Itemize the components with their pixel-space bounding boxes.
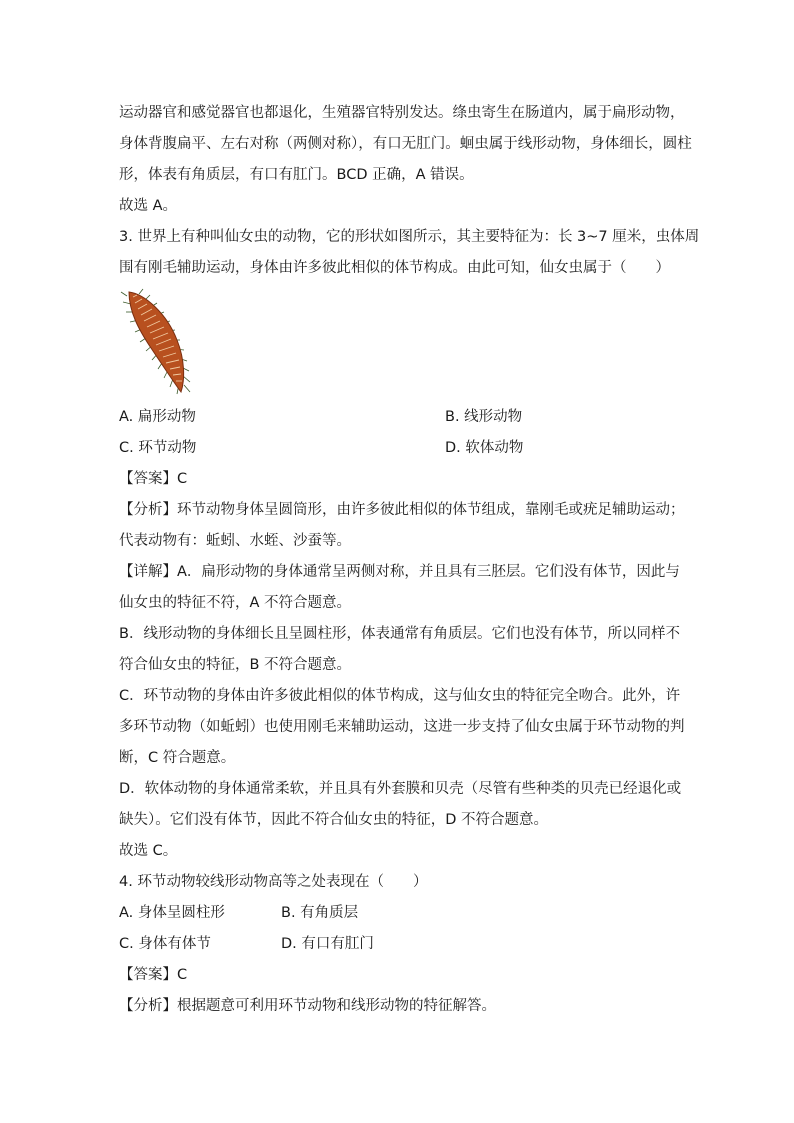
q3-option-c: C. 环节动物 — [119, 440, 197, 456]
document-page — [119, 98, 700, 1022]
q3-stem-line: 围有刚毛辅助运动，身体由许多彼此相似的体节构成。由此可知，仙女虫属于（ ） — [119, 260, 670, 276]
prev-explanation-line: 身体背腹扁平、左右对称（两侧对称），有口无肛门。蛔虫属于线形动物，身体细长，圆柱 — [119, 136, 692, 152]
q4-answer: 【答案】C — [119, 967, 188, 983]
q4-option-c: C. 身体有体节 — [119, 936, 211, 952]
q3-detail-line: 多环节动物（如蚯蚓）也使用刚毛来辅助运动，这进一步支持了仙女虫属于环节动物的判 — [119, 719, 685, 735]
q3-analysis-line: 【分析】环节动物身体呈圆筒形，由许多彼此相似的体节组成，靠刚毛或疣足辅助运动； — [119, 502, 685, 518]
q3-detail-line: 【详解】A．扁形动物的身体通常呈两侧对称，并且具有三胚层。它们没有体节，因此与 — [119, 564, 680, 580]
q4-option-b: B. 有角质层 — [281, 905, 359, 921]
q4-options-row — [119, 929, 679, 960]
q3-detail-line: 符合仙女虫的特征，B 不符合题意。 — [119, 657, 352, 673]
q3-analysis-line: 代表动物有：蚯蚓、水蛭、沙蚕等。 — [119, 533, 351, 549]
q3-options-row — [119, 402, 679, 433]
q3-detail-line: 断，C 符合题意。 — [119, 750, 236, 766]
q3-detail-line: C．环节动物的身体由许多彼此相似的体节构成，这与仙女虫的特征完全吻合。此外，许 — [119, 688, 681, 704]
prev-conclusion: 故选 A。 — [119, 198, 178, 214]
q4-option-d: D. 有口有肛门 — [281, 936, 374, 952]
q3-detail-line: D．软体动物的身体通常柔软，并且具有外套膜和贝壳（尽管有些种类的贝壳已经退化或 — [119, 781, 682, 797]
prev-explanation-line: 运动器官和感觉器官也都退化，生殖器官特别发达。绦虫寄生在肠道内，属于扁形动物， — [119, 105, 685, 121]
prev-explanation-line: 形，体表有角质层，有口有肛门。BCD 正确，A 错误。 — [119, 167, 474, 183]
worm-illustration-icon — [119, 288, 199, 400]
q3-conclusion: 故选 C。 — [119, 843, 178, 859]
q3-detail-line: 仙女虫的特征不符，A 不符合题意。 — [119, 595, 352, 611]
q3-stem-line: 3. 世界上有种叫仙女虫的动物，它的形状如图所示，其主要特征为：长 3~7 厘米，虫体周 — [119, 229, 700, 245]
q3-answer: 【答案】C — [119, 471, 188, 487]
q3-option-b: B. 线形动物 — [445, 409, 523, 425]
q4-option-a: A. 身体呈圆柱形 — [119, 905, 225, 921]
q3-option-a: A. 扁形动物 — [119, 409, 196, 425]
q3-detail-line: 缺失）。它们没有体节，因此不符合仙女虫的特征，D 不符合题意。 — [119, 812, 549, 828]
q3-figure — [119, 284, 679, 402]
q3-detail-line: B．线形动物的身体细长且呈圆柱形，体表通常有角质层。它们也没有体节，所以同样不 — [119, 626, 680, 642]
q4-options-row — [119, 898, 679, 929]
q4-analysis: 【分析】根据题意可利用环节动物和线形动物的特征解答。 — [119, 998, 496, 1014]
q3-option-d: D. 软体动物 — [445, 440, 524, 456]
q4-stem: 4. 环节动物较线形动物高等之处表现在（ ） — [119, 874, 428, 890]
q3-options-row — [119, 433, 679, 464]
